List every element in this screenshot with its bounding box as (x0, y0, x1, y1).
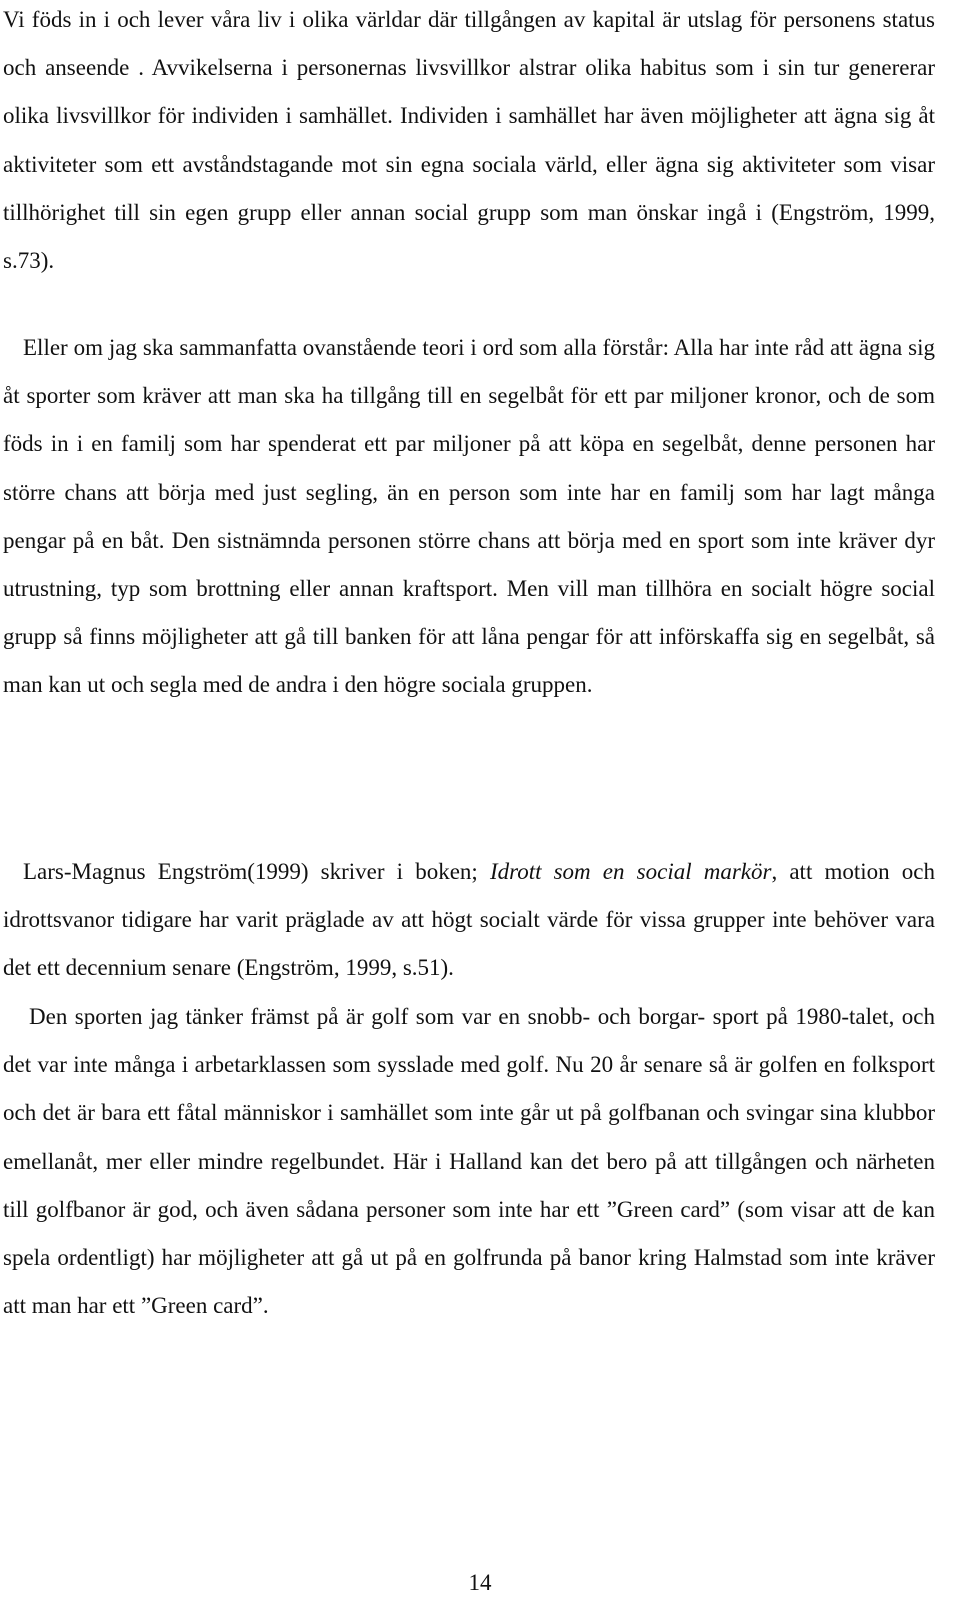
paragraph-sailing-example: Eller om jag ska sammanfatta ovanstående teori i ord som alla förstår: Alla har inte råd att ägna sig åt sporter som kräver att man ska ha tillgång till en segelbåt för ett par miljoner kronor, och de som föds in i en familj som har spenderat ett par miljoner på att köpa en segelbåt, denne personen har större chans att börja med just segling, än en person som inte har en familj som har lagt många pengar på en båt. Den sistnämnda personen större chans att börja med en sport som inte kräver dyr utrustning, typ som brottning eller annan kraftsport. Men vill man tillhöra en socialt högre social grupp så finns möjligheter att gå till banken för att låna pengar för att införskaffa sig en segelbåt, så man kan ut och segla med de andra i den högre sociala gruppen. (3, 335, 935, 698)
citation-rest-text: , att motion och idrottsvanor tidigare har varit präglade av att högt socialt värde för vissa grupper inte behöver vara det ett decennium senare (Engström, 1999, s.51). (3, 859, 935, 981)
paragraph-engstrom-citation (3, 848, 935, 993)
paragraph-golf-example: Den sporten jag tänker främst på är golf som var en snobb- och borgar- sport på 1980-talet, och det var inte många i arbetarklassen som sysslade med golf. Nu 20 år senare så är golfen en folksport och det är bara ett fåtal människor i samhället som inte går ut på golfbanan och svingar sina klubbor emellanåt, mer eller mindre regelbundet. Här i Halland kan det bero på att tillgången och närheten till golfbanor är god, och även sådana personer som inte har ett ”Green card” (som visar att de kan spela ordentligt) har möjligheter att gå ut på en golfrunda på banor kring Halmstad som inte kräver att man har ett ”Green card”. (3, 1004, 935, 1319)
citation-intro-text: Lars-Magnus Engström(1999) skriver i boken; (23, 859, 490, 884)
book-title: Idrott som en social markör (489, 859, 772, 884)
paragraph-capital-habitus: Vi föds in i och lever våra liv i olika världar där tillgången av kapital är utslag för personens status och anseende . Avvikelserna i personernas livsvillkor alstrar olika habitus som i sin tur genererar olika livsvillkor för individen i samhället. Individen i samhället har även möjligheter att ägna sig åt aktiviteter som ett avståndstagande mot sin egna sociala värld, eller ägna sig aktiviteter som visar tillhörighet till sin egen grupp eller annan social grupp som man önskar ingå i (Engström, 1999, s.73). (3, 7, 935, 274)
page-number: 14 (468, 1570, 492, 1595)
